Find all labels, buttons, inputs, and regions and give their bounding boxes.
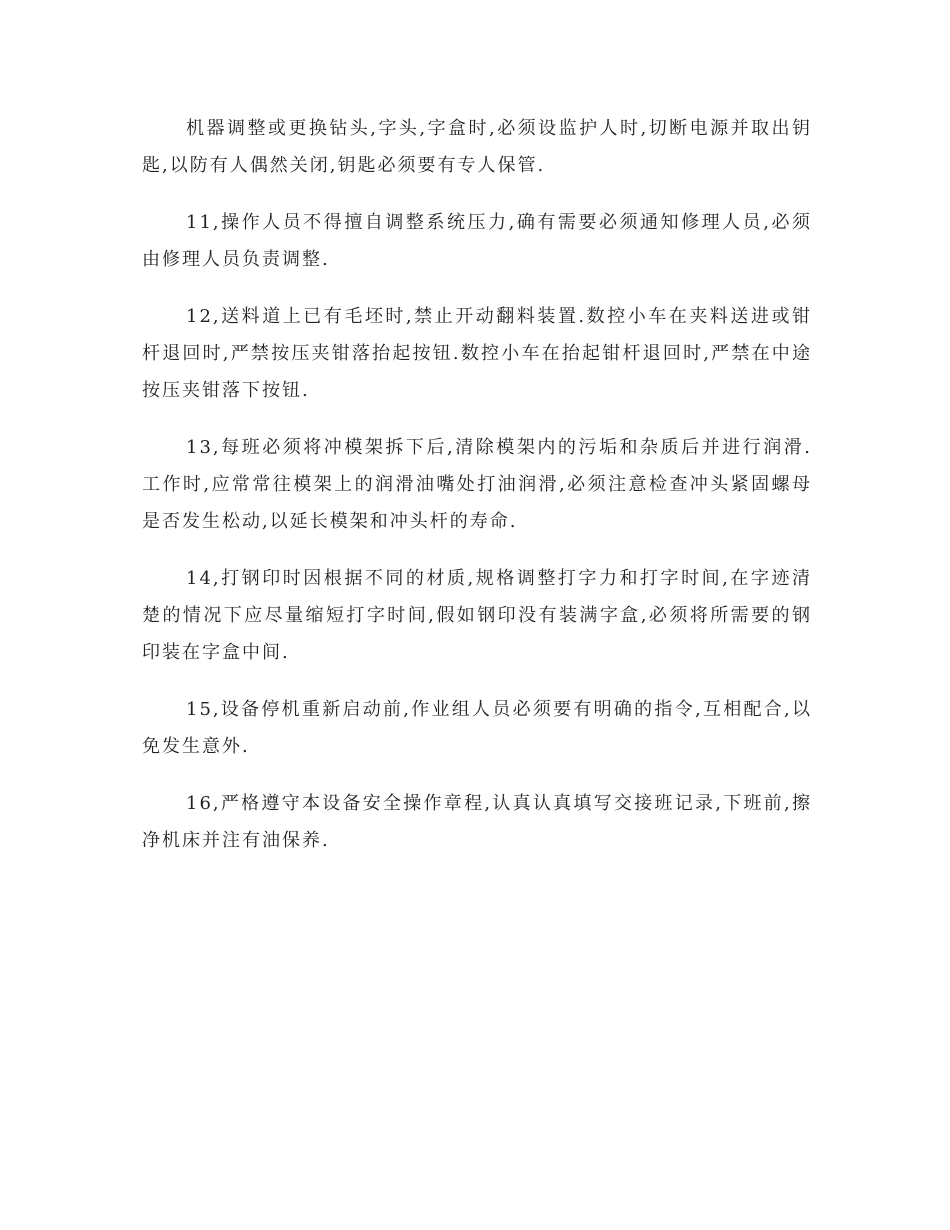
paragraph-11: 11,操作人员不得擅自调整系统压力,确有需要必须通知修理人员,必须由修理人员负责调整. [142, 212, 812, 270]
paragraph-16: 16,严格遵守本设备安全操作章程,认真认真填写交接班记录,下班前,擦净机床并注有油保养. [142, 793, 812, 851]
document-body [142, 110, 812, 879]
paragraph-15: 15,设备停机重新启动前,作业组人员必须要有明确的指令,互相配合,以免发生意外. [142, 699, 812, 757]
paragraph-12: 12,送料道上已有毛坯时,禁止开动翻料装置.数控小车在夹料送进或钳杆退回时,严禁按压夹钳落抬起按钮.数控小车在抬起钳杆退回时,严禁在中途按压夹钳落下按钮. [142, 306, 812, 401]
paragraph-13: 13,每班必须将冲模架拆下后,清除模架内的污垢和杂质后并进行润滑.工作时,应常常往模架上的润滑油嘴处打油润滑,必须注意检查冲头紧固螺母是否发生松动,以延长模架和冲头杆的寿命. [142, 437, 812, 532]
paragraph-14: 14,打钢印时因根据不同的材质,规格调整打字力和打字时间,在字迹清楚的情况下应尽量缩短打字时间,假如钢印没有装满字盒,必须将所需要的钢印装在字盒中间. [142, 568, 812, 663]
paragraph-intro: 机器调整或更换钻头,字头,字盒时,必须设监护人时,切断电源并取出钥匙,以防有人偶然关闭,钥匙必须要有专人保管. [142, 118, 812, 176]
